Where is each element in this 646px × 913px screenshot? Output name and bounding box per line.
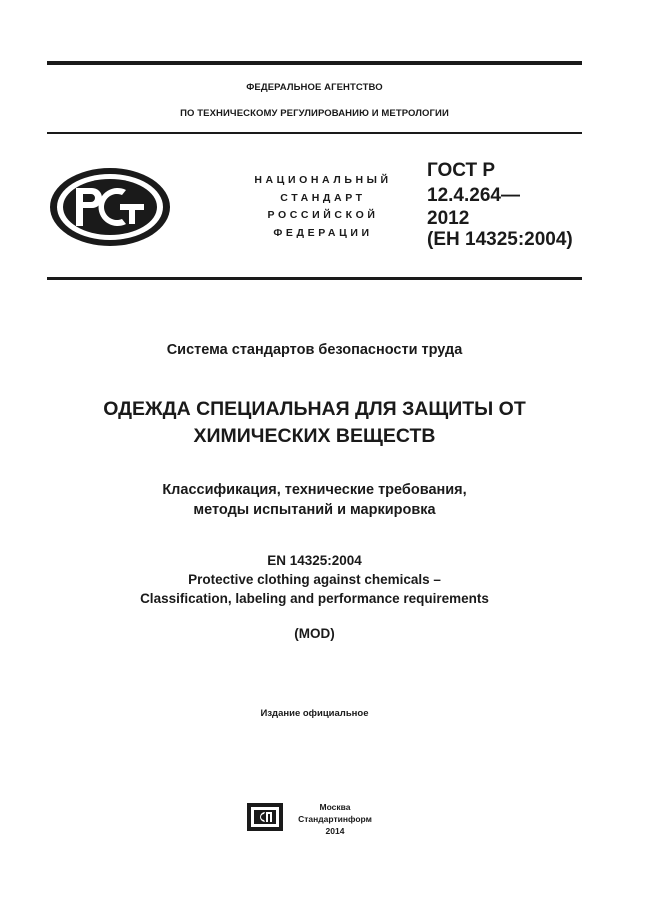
designation-line-4: (ЕН 14325:2004) — [427, 229, 573, 250]
standard-type-line-4: ФЕДЕРАЦИИ — [273, 227, 373, 239]
publisher-year: 2014 — [325, 826, 345, 836]
top-rule — [47, 61, 582, 65]
en-reference-line-3: Classification, labeling and performance requirements — [140, 591, 489, 606]
standard-type-line-1: НАЦИОНАЛЬНЫЙ — [254, 174, 392, 186]
subtitle-line-2: методы испытаний и маркировка — [193, 502, 436, 518]
standard-type-line-3: РОССИЙСКОЙ — [267, 209, 379, 221]
standard-type-line-2: СТАНДАРТ — [280, 192, 366, 204]
subtitle-line-1: Классификация, технические требования, — [162, 482, 467, 498]
publisher-name: Стандартинформ — [298, 814, 372, 824]
designation-line-1: ГОСТ Р — [427, 160, 496, 181]
standartinform-logo-icon — [245, 801, 285, 833]
main-title-line-1: ОДЕЖДА СПЕЦИАЛЬНАЯ ДЛЯ ЗАЩИТЫ ОТ — [103, 398, 526, 420]
en-reference-line-1: EN 14325:2004 — [267, 553, 362, 568]
en-reference-line-2: Protective clothing against chemicals – — [188, 572, 441, 587]
agency-divider — [47, 132, 582, 134]
middle-rule — [47, 277, 582, 280]
rst-certification-mark-icon — [48, 166, 172, 248]
designation-line-2: 12.4.264— — [427, 185, 520, 206]
system-title: Система стандартов безопасности труда — [166, 342, 463, 358]
edition-note: Издание официальное — [260, 708, 369, 719]
designation-line-3: 2012 — [427, 208, 470, 229]
publisher-city: Москва — [319, 802, 351, 812]
main-title-line-2: ХИМИЧЕСКИХ ВЕЩЕСТВ — [193, 425, 436, 447]
agency-line-1: ФЕДЕРАЛЬНОЕ АГЕНТСТВО — [246, 82, 383, 93]
modification-note: (MOD) — [294, 626, 335, 641]
agency-line-2: ПО ТЕХНИЧЕСКОМУ РЕГУЛИРОВАНИЮ И МЕТРОЛОГИИ — [180, 108, 449, 119]
